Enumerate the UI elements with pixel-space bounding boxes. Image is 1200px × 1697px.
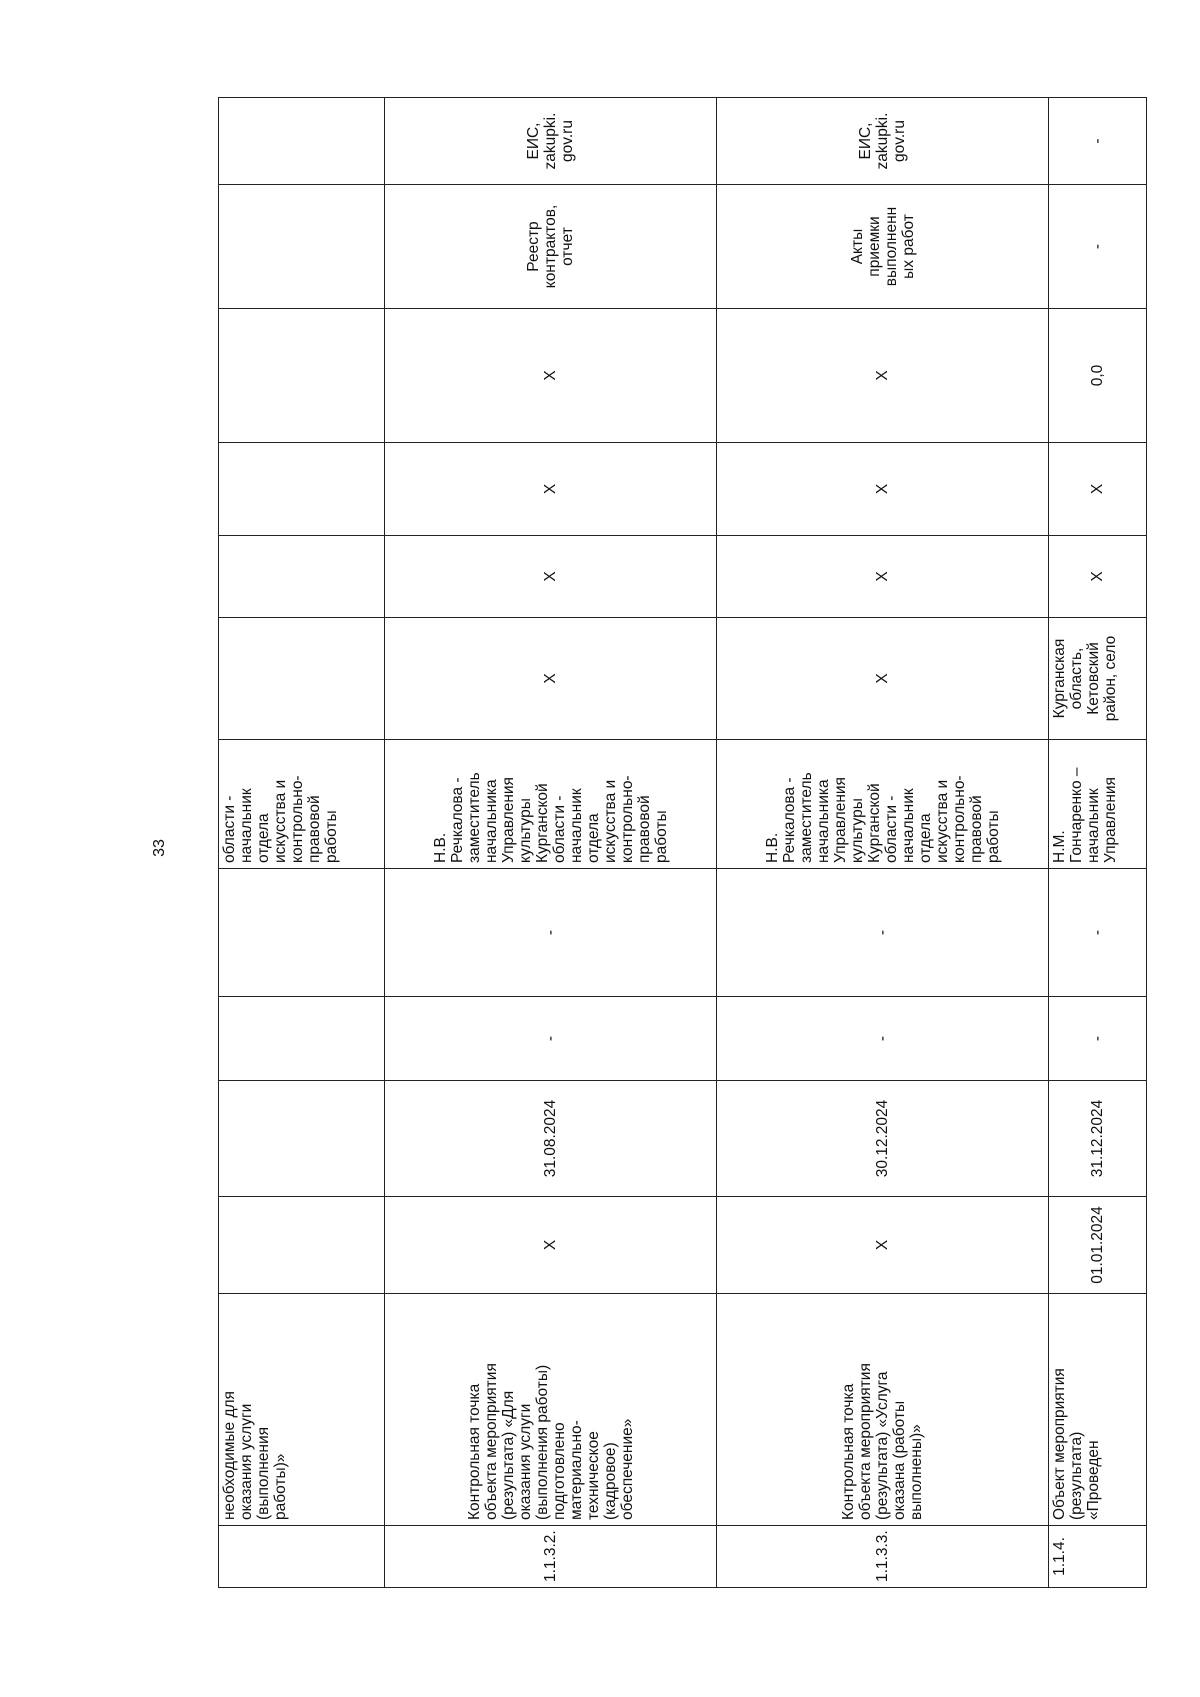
responsible-person: Н.В. Речкалова - заместитель начальника Управления культуры Курганской области - начальник отдела искусства и контрольно- правовой работы <box>385 740 717 869</box>
cell-col9: X <box>1049 536 1147 618</box>
cell-col9: X <box>717 536 1049 618</box>
cell-col11 <box>219 309 385 443</box>
responsible-person: Н.В. Речкалова - заместитель начальника Управления культуры Курганской области - начальник отдела искусства и контрольно- правовой работы <box>717 740 1049 869</box>
row-number: 1.1.3.3. <box>717 1526 1049 1588</box>
row-number: 1.1.3.2. <box>385 1526 717 1588</box>
table-row <box>717 98 1049 1588</box>
document-type <box>219 185 385 309</box>
info-system: ЕИС, zakupki. gov.ru <box>385 98 717 185</box>
measure-name: Контрольная точка объекта мероприятия (результата) «Для оказания услуги (выполнения работы) подготовлено материально- техническое (кадровое) обеспечение» <box>385 1294 717 1526</box>
cell-col8 <box>219 618 385 740</box>
end-date: 31.12.2024 <box>1049 1081 1147 1197</box>
end-date <box>219 1081 385 1197</box>
cell-col6: - <box>385 869 717 997</box>
cell-col5: - <box>717 997 1049 1081</box>
table-row <box>1049 98 1147 1588</box>
document-type: Акты приемки выполненн ых работ <box>717 185 1049 309</box>
document-type: Реестр контрактов, отчет <box>385 185 717 309</box>
cell-col8: Курганская область, Кетовский район, село <box>1049 618 1147 740</box>
measure-name: Объект мероприятия (результата) «Проведен <box>1049 1294 1147 1526</box>
cell-col5 <box>219 997 385 1081</box>
start-date: X <box>385 1197 717 1294</box>
cell-col5: - <box>385 997 717 1081</box>
info-system: - <box>1049 98 1147 185</box>
cell-col11: X <box>385 309 717 443</box>
cell-col11: 0,0 <box>1049 309 1147 443</box>
rotated-table-wrapper <box>218 111 1146 1588</box>
measure-name: необходимые для оказания услуги (выполнения работы)» <box>219 1294 385 1526</box>
cell-col11: X <box>717 309 1049 443</box>
measure-name: Контрольная точка объекта мероприятия (результата) «Услуга оказана (работы выполнены)» <box>717 1294 1049 1526</box>
table-row <box>385 98 717 1588</box>
info-system <box>219 98 385 185</box>
cell-col6: - <box>717 869 1049 997</box>
cell-col8: X <box>717 618 1049 740</box>
info-system: ЕИС, zakupki. gov.ru <box>717 98 1049 185</box>
end-date: 30.12.2024 <box>717 1081 1049 1197</box>
start-date <box>219 1197 385 1294</box>
end-date: 31.08.2024 <box>385 1081 717 1197</box>
responsible-person: области - начальник отдела искусства и контрольно- правовой работы <box>219 740 385 869</box>
start-date: X <box>717 1197 1049 1294</box>
cell-col6: - <box>1049 869 1147 997</box>
start-date: 01.01.2024 <box>1049 1197 1147 1294</box>
page-number: 33 <box>151 839 168 857</box>
row-number <box>219 1526 385 1588</box>
cell-col10 <box>219 443 385 536</box>
cell-col5: - <box>1049 997 1147 1081</box>
cell-col6 <box>219 869 385 997</box>
row-number: 1.1.4. <box>1049 1526 1147 1588</box>
table-row <box>219 98 385 1588</box>
cell-col10: X <box>717 443 1049 536</box>
responsible-person: Н.М. Гончаренко – начальник Управления <box>1049 740 1147 869</box>
cell-col9: X <box>385 536 717 618</box>
document-type: - <box>1049 185 1147 309</box>
measures-table <box>218 97 1147 1588</box>
cell-col10: X <box>1049 443 1147 536</box>
cell-col8: X <box>385 618 717 740</box>
cell-col9 <box>219 536 385 618</box>
cell-col10: X <box>385 443 717 536</box>
